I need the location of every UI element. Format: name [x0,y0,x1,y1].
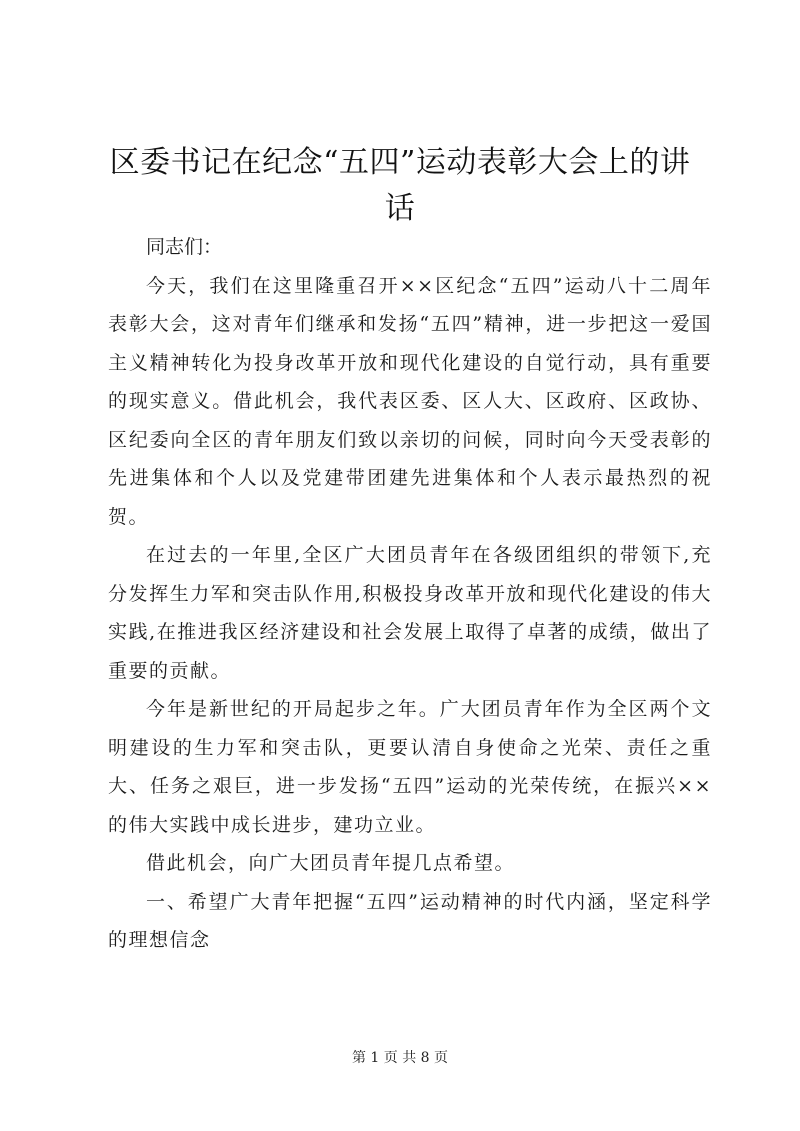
salutation: 同志们： [146,236,223,258]
document-body [108,228,712,960]
page-number-footer: 第 1 页 共 8 页 [351,1050,449,1066]
document-title: 区委书记在纪念“五四”运动表彰大会上的讲话 [109,145,691,226]
paragraph-past-year: 在过去的一年里,全区广大团员青年在各级团组织的带领下,充分发挥生力军和突击队作用,积极投身改革开放和现代化建设的伟大实践,在推进我区经济建设和社会发展上取得了卓著的成绩，做出了重要的贡献。 [108,544,712,682]
paragraph-hopes-intro: 借此机会，向广大团员青年提几点希望。 [146,852,516,874]
paragraph-new-century: 今年是新世纪的开局起步之年。广大团员青年作为全区两个文明建设的生力军和突击队，更要认清自身使命之光荣、责任之重大、任务之艰巨，进一步发扬“五四”运动的光荣传统，在振兴××的伟大实践中成长进步，建功立业。 [108,698,712,836]
paragraph-hope-one: 一、希望广大青年把握“五四”运动精神的时代内涵，坚定科学的理想信念 [108,890,712,951]
paragraph-opening: 今天，我们在这里隆重召开××区纪念“五四”运动八十二周年表彰大会，这对青年们继承和发扬“五四”精神，进一步把这一爱国主义精神转化为投身改革开放和现代化建设的自觉行动，具有重要的现实意义。借此机会，我代表区委、区人大、区政府、区政协、区纪委向全区的青年朋友们致以亲切的问候，同时向今天受表彰的先进集体和个人以及党建带团建先进集体和个人表示最热烈的祝贺。 [108,274,712,528]
